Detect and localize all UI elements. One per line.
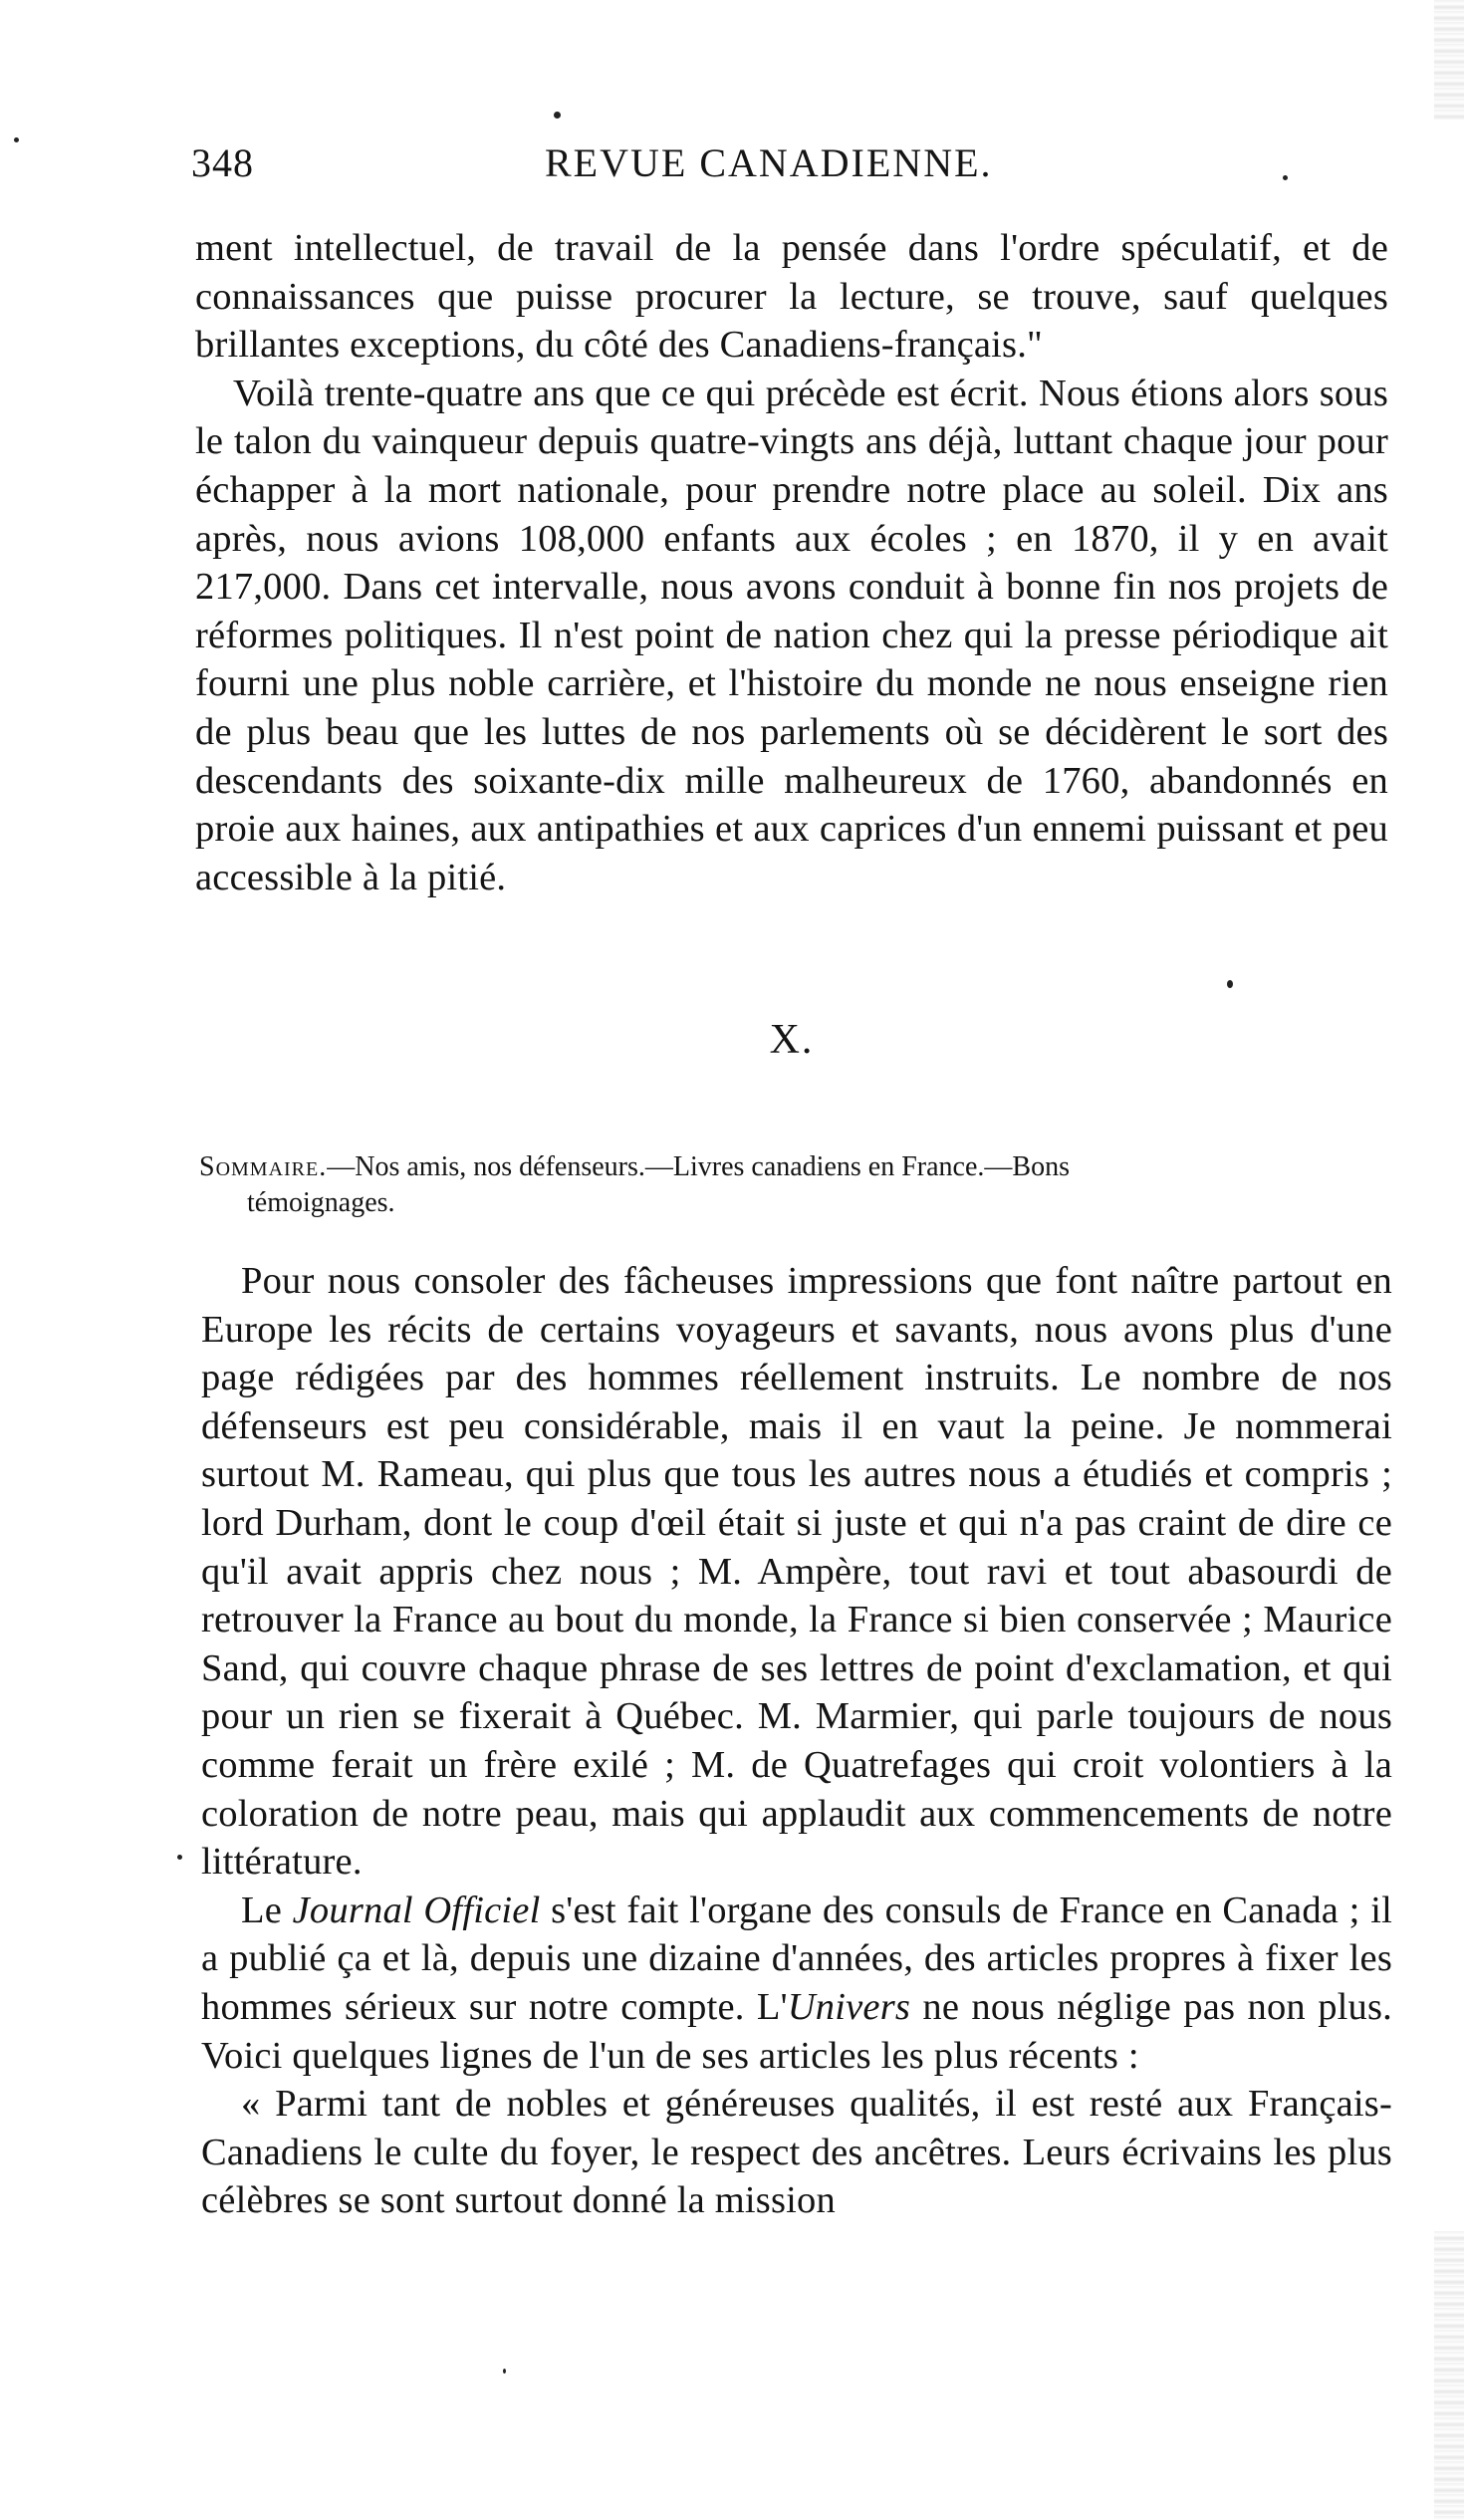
summary-label: Sommaire.: [199, 1151, 328, 1182]
paragraph-text: Le: [241, 1889, 293, 1931]
section-summary: [199, 1149, 1389, 1221]
text-block-top: [195, 224, 1388, 901]
ink-speck: [554, 112, 561, 119]
quotation: « Parmi tant de nobles et généreuses qualités, il est resté aux Français-Canadiens le culte du foyer, le respect des ancêtres. Leurs écrivains les plus célèbres se sont surtout donné la mission: [201, 2083, 1392, 2222]
running-head: [191, 139, 1406, 199]
journal-title: Univers: [787, 1985, 911, 2028]
section-heading: X.: [769, 1017, 815, 1063]
paragraph-text: s'est fait l'organe des consuls de France en Canada ; il a publié ça et là, depuis une dizaine d'années, des articles propres à fixer les hommes sérieux sur notre compte.: [201, 1889, 1392, 2028]
paragraph-text: L': [756, 1985, 788, 2028]
summary-text: —Nos amis, nos défenseurs.—Livres canadiens en France.—Bons: [327, 1151, 1070, 1182]
paragraph-continued: ment intellectuel, de travail de la pensée dans l'ordre spéculatif, et de connaissances que puisse procurer la lecture, se trouve, sauf quelques brillantes exceptions, du côté des Canadiens-français.": [195, 227, 1388, 367]
ink-speck: [1227, 980, 1233, 988]
ink-speck: [503, 2369, 506, 2374]
paragraph: Voilà trente-quatre ans que ce qui précède est écrit. Nous étions alors sous le talon du vainqueur depuis quatre-vingts ans déjà, luttant chaque jour pour échapper à la mort nationale, pour prendre notre place au soleil. Dix ans après, nous avions 108,000 enfants aux écoles ; en 1870, il y en avait 217,000. Dans cet intervalle, nous avons conduit à bonne fin nos projets de réformes politiques. Il n'est point de nation chez qui la presse périodique ait fourni une plus noble carrière, et l'histoire du monde ne nous enseigne rien de plus beau que les luttes de nos parlements où se décidèrent le sort des descendants des soixante-dix mille malheureux de 1760, abandonnés en proie aux haines, aux antipathies et aux caprices d'un ennemi puissant et peu accessible à la pitié.: [195, 372, 1388, 898]
paragraph: [201, 1887, 1392, 2080]
summary-continuation: témoignages.: [247, 1187, 395, 1218]
page-number: 348: [191, 140, 254, 185]
paragraph: Pour nous consoler des fâcheuses impressions que font naître partout en Europe les récits de certains voyageurs et savants, nous avons plus d'une page rédigées par des hommes réellement instruits. Le nombre de nos défenseurs est peu considérable, mais il en vaut la peine. Je nommerai surtout M. Rameau, qui plus que tous les autres nous a étudiés et compris ; lord Durham, dont le coup d'œil était si juste et qui n'a pas craint de dire ce qu'il avait appris chez nous ; M. Ampère, tout ravi et tout abasourdi de retrouver la France au bout du monde, la France si bien conservée ; Maurice Sand, qui couvre chaque phrase de ses lettres de point d'exclamation, et qui pour un rien se fixerait à Québec. M. Marmier, qui parle toujours de nous comme ferait un frère exilé ; M. de Quatrefages qui croit volontiers à la coloration de notre peau, mais qui applaudit aux commencements de notre littérature.: [201, 1260, 1392, 1884]
ink-speck: [14, 137, 19, 142]
text-block-bottom: [201, 1257, 1392, 2225]
page-edge: [1434, 2231, 1464, 2520]
ink-speck: [177, 1855, 182, 1860]
running-title: REVUE CANADIENNE.: [545, 140, 993, 185]
ink-speck: [1283, 175, 1288, 180]
journal-title: Journal Officiel: [292, 1889, 541, 1931]
paragraph-text: ne nous néglige pas non plus. Voici quelques lignes de l'un de ses articles les plus récents :: [201, 1985, 1393, 2077]
page-edge: [1434, 0, 1464, 120]
